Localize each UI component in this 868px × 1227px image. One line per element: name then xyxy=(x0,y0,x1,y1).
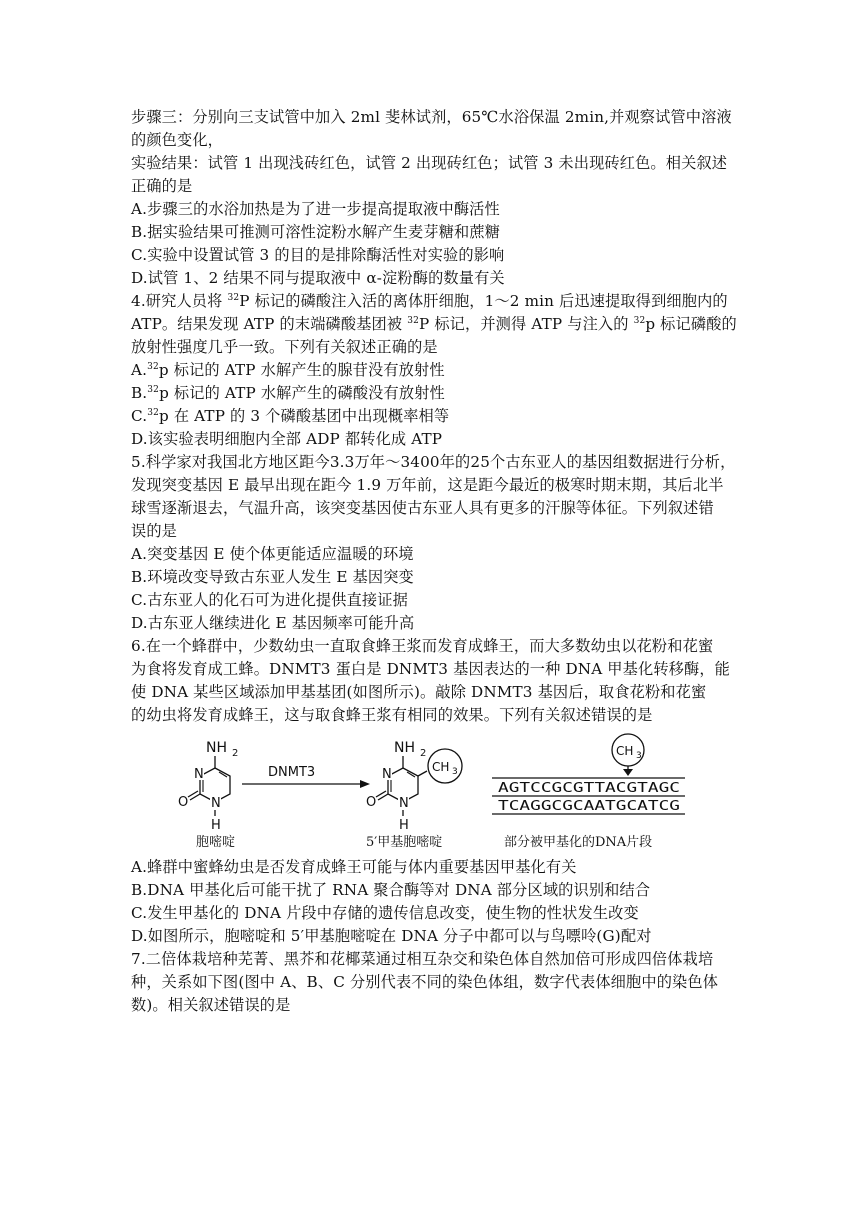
q6-stem-line1: 6.在一个蜂群中，少数幼虫一直取食蜂王浆而发育成蜂王，而大多数幼虫以花粉和花蜜 xyxy=(131,637,714,655)
methylcytosine-hydrogen: H xyxy=(399,818,409,833)
q7-stem-line2: 种，关系如下图(图中 A、B、C 分别代表不同的染色体组，数字代表体细胞中的染色体 xyxy=(131,973,719,991)
caption-dna-fragment: 部分被甲基化的DNA片段 xyxy=(504,835,653,850)
q6-stem-line3: 使 DNA 某些区域添加甲基基团(如图所示)。敲除 DNMT3 基因后，取食花粉和花蜜 xyxy=(131,683,707,701)
cytosine-n1: N xyxy=(211,796,221,811)
q6-option-c: C.发生甲基化的 DNA 片段中存储的遗传信息改变，使生物的性状发生改变 xyxy=(131,904,639,922)
q7-stem-line3: 数)。相关叙述错误的是 xyxy=(131,996,291,1014)
q5-stem-line3: 球雪逐渐退去，气温升高，该突变基因使古东亚人具有更多的汗腺等体征。下列叙述错 xyxy=(131,499,714,517)
q3-option-c: C.实验中设置试管 3 的目的是排除酶活性对实验的影响 xyxy=(131,246,505,264)
q3-step3: 步骤三：分别向三支试管中加入 2ml 斐林试剂，65℃水浴保温 2min,并观察试管中溶液 xyxy=(131,108,732,126)
q3-result: 实验结果：试管 1 出现浅砖红色，试管 2 出现砖红色；试管 3 未出现砖红色。相关叙述 xyxy=(131,154,728,172)
methyl-group-label: CH xyxy=(432,760,450,774)
q4-option-b: B.$^{32}$p 标记的 ATP 水解产生的磷酸没有放射性 xyxy=(131,384,445,402)
q4-stem-line2: ATP。结果发现 ATP 的末端磷酸基团被 $^{32}$P 标记，并测得 ATP 与注入的 $^{32}$p 标记磷酸的 xyxy=(131,315,737,333)
q6-stem-line4: 的幼虫将发育成蜂王，这与取食蜂王浆有相同的效果。下列有关叙述错误的是 xyxy=(131,706,653,724)
q3-step3-cont: 的颜色变化， xyxy=(131,131,224,149)
q6-option-d: D.如图所示，胞嘧啶和 5′甲基胞嘧啶在 DNA 分子中都可以与鸟嘌呤(G)配对 xyxy=(131,927,652,945)
q3-result-cont: 正确的是 xyxy=(131,177,193,195)
dnmt3-arrow xyxy=(242,765,370,788)
enzyme-label: DNMT3 xyxy=(268,765,316,780)
q5-option-c: C.古东亚人的化石可为进化提供直接证据 xyxy=(131,591,408,609)
caption-cytosine: 胞嘧啶 xyxy=(196,835,236,850)
q4-option-a: A.$^{32}$p 标记的 ATP 水解产生的腺苷没有放射性 xyxy=(131,361,445,379)
q4-stem-line3: 放射性强度几乎一致。下列有关叙述正确的是 xyxy=(131,338,438,356)
cytosine-nh2-sub: 2 xyxy=(232,748,239,759)
q5-option-b: B.环境改变导致古东亚人发生 E 基因突变 xyxy=(131,568,414,586)
dna-fragment xyxy=(492,734,685,814)
cytosine-n3: N xyxy=(194,767,204,782)
cytosine-nh2: NH xyxy=(206,740,227,756)
methylcytosine-oxygen: O xyxy=(366,795,377,810)
dna-strand-bottom: TCAGGCGCAATGCATCG xyxy=(498,799,681,814)
cytosine-structure xyxy=(178,740,238,833)
methylcytosine-nh2-sub: 2 xyxy=(420,748,427,759)
q5-option-a: A.突变基因 E 使个体更能适应温暖的环境 xyxy=(131,545,414,563)
q5-option-d: D.古东亚人继续进化 E 基因频率可能升高 xyxy=(131,614,415,632)
q6-option-b: B.DNA 甲基化后可能干扰了 RNA 聚合酶等对 DNA 部分区域的识别和结合 xyxy=(131,881,651,899)
q3-option-b: B.据实验结果可推测可溶性淀粉水解产生麦芽糖和蔗糖 xyxy=(131,223,501,241)
q5-stem-line1: 5.科学家对我国北方地区距今3.3万年～3400年的25个古东亚人的基因组数据进行分析， xyxy=(131,453,736,471)
q4-stem-line1: 4.研究人员将 $^{32}$P 标记的磷酸注入活的离体肝细胞，1～2 min 后迅速提取得到细胞内的 xyxy=(131,292,728,310)
q3-option-a: A.步骤三的水浴加热是为了进一步提高提取液中酶活性 xyxy=(131,200,500,218)
q5-stem-line4: 误的是 xyxy=(131,522,178,540)
q4-option-d: D.该实验表明细胞内全部 ADP 都转化成 ATP xyxy=(131,430,443,448)
dna-strand-top: AGTCCGCGTTACGTAGC xyxy=(498,781,680,796)
methylcytosine-nh2: NH xyxy=(394,740,415,756)
methylcytosine-n1: N xyxy=(399,796,409,811)
q7-stem-line1: 7.二倍体栽培种芜菁、黑芥和花椰菜通过相互杂交和染色体自然加倍可形成四倍体栽培 xyxy=(131,950,714,968)
q6-stem-line2: 为食将发育成工蜂。DNMT3 蛋白是 DNMT3 基因表达的一种 DNA 甲基化转移酶，能 xyxy=(131,660,731,678)
methyl-group-sub: 3 xyxy=(452,767,458,777)
cytosine-hydrogen: H xyxy=(211,818,221,833)
methylation-figure xyxy=(170,732,700,852)
q6-option-a: A.蜂群中蜜蜂幼虫是否发育成蜂王可能与体内重要基因甲基化有关 xyxy=(131,858,577,876)
dna-methyl-label: CH xyxy=(616,744,634,758)
methylcytosine-structure xyxy=(366,740,462,833)
caption-methylcytosine: 5′甲基胞嘧啶 xyxy=(366,835,443,850)
cytosine-oxygen: O xyxy=(178,795,189,810)
methylcytosine-n3: N xyxy=(382,767,392,782)
dna-methyl-sub: 3 xyxy=(636,751,642,761)
q4-option-c: C.$^{32}$p 在 ATP 的 3 个磷酸基团中出现概率相等 xyxy=(131,407,450,425)
q5-stem-line2: 发现突变基因 E 最早出现在距今 1.9 万年前，这是距今最近的极寒时期末期，其后北半 xyxy=(131,476,724,494)
q3-option-d: D.试管 1、2 结果不同与提取液中 α-淀粉酶的数量有关 xyxy=(131,269,505,287)
